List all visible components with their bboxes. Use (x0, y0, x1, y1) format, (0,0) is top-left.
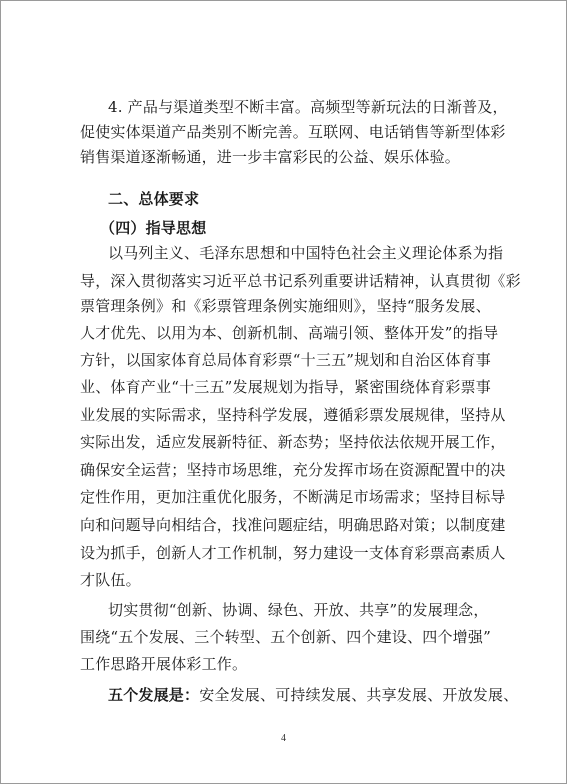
paragraph-line: 促使实体渠道产品类别不断完善。互联网、电话销售等新型体彩 (80, 123, 506, 141)
paragraph-line: 切实贯彻“创新、协调、绿色、开放、共享”的发展理念， (108, 601, 489, 619)
paragraph-line: 方针，以国家体育总局体育彩票“十三五”规划和自治区体育事 (80, 351, 491, 369)
paragraph-line: 围绕“五个发展、三个转型、五个创新、四个建设、四个增强” (80, 628, 491, 646)
paragraph-line: 销售渠道逐渐畅通，进一步丰富彩民的公益、娱乐体验。 (80, 148, 461, 166)
paragraph-line: 确保安全运营；坚持市场思维，充分发挥市场在资源配置中的决 (80, 461, 506, 479)
paragraph-line: 向和问题导向相结合，找准问题症结，明确思路对策；以制度建 (80, 516, 506, 534)
paragraph-line: 实际出发，适应发展新特征、新态势；坚持依法依规开展工作， (80, 433, 506, 451)
section-heading: 二、总体要求 (108, 190, 200, 208)
paragraph-line: 4. 产品与渠道类型不断丰富。高频型等新玩法的日渐普及， (108, 98, 508, 116)
bold-lead: 五个发展是： (108, 686, 200, 704)
paragraph-line: 才队伍。 (80, 571, 141, 589)
paragraph-text: 安全发展、可持续发展、共享发展、开放发展、 (199, 686, 519, 704)
paragraph-line: 业发展的实际需求，坚持科学发展，遵循彩票发展规律，坚持从 (80, 406, 506, 424)
paragraph-line: 票管理条例》和《彩票管理条例实施细则》，坚持“服务发展、 (80, 297, 491, 315)
paragraph-line: 人才优先、以用为本、创新机制、高端引领、整体开发”的指导 (80, 324, 499, 342)
paragraph-line: 工作思路开展体彩工作。 (80, 655, 248, 673)
paragraph-line: 设为抓手，创新人才工作机制，努力建设一支体育彩票高素质人 (80, 544, 506, 562)
paragraph-line: 业、体育产业“十三五”发展规划为指导，紧密围绕体育彩票事 (80, 378, 491, 396)
paragraph-line: 导，深入贯彻落实习近平总书记系列重要讲话精神，认真贯彻《彩 (80, 272, 521, 290)
paragraph-line (108, 686, 518, 704)
subsection-heading: （四）指导思想 (100, 219, 207, 237)
paragraph-line: 定性作用，更加注重优化服务，不断满足市场需求；坚持目标导 (80, 488, 506, 506)
paragraph-line: 以马列主义、毛泽东思想和中国特色社会主义理论体系为指 (108, 244, 504, 262)
page-number: 4 (281, 733, 286, 744)
